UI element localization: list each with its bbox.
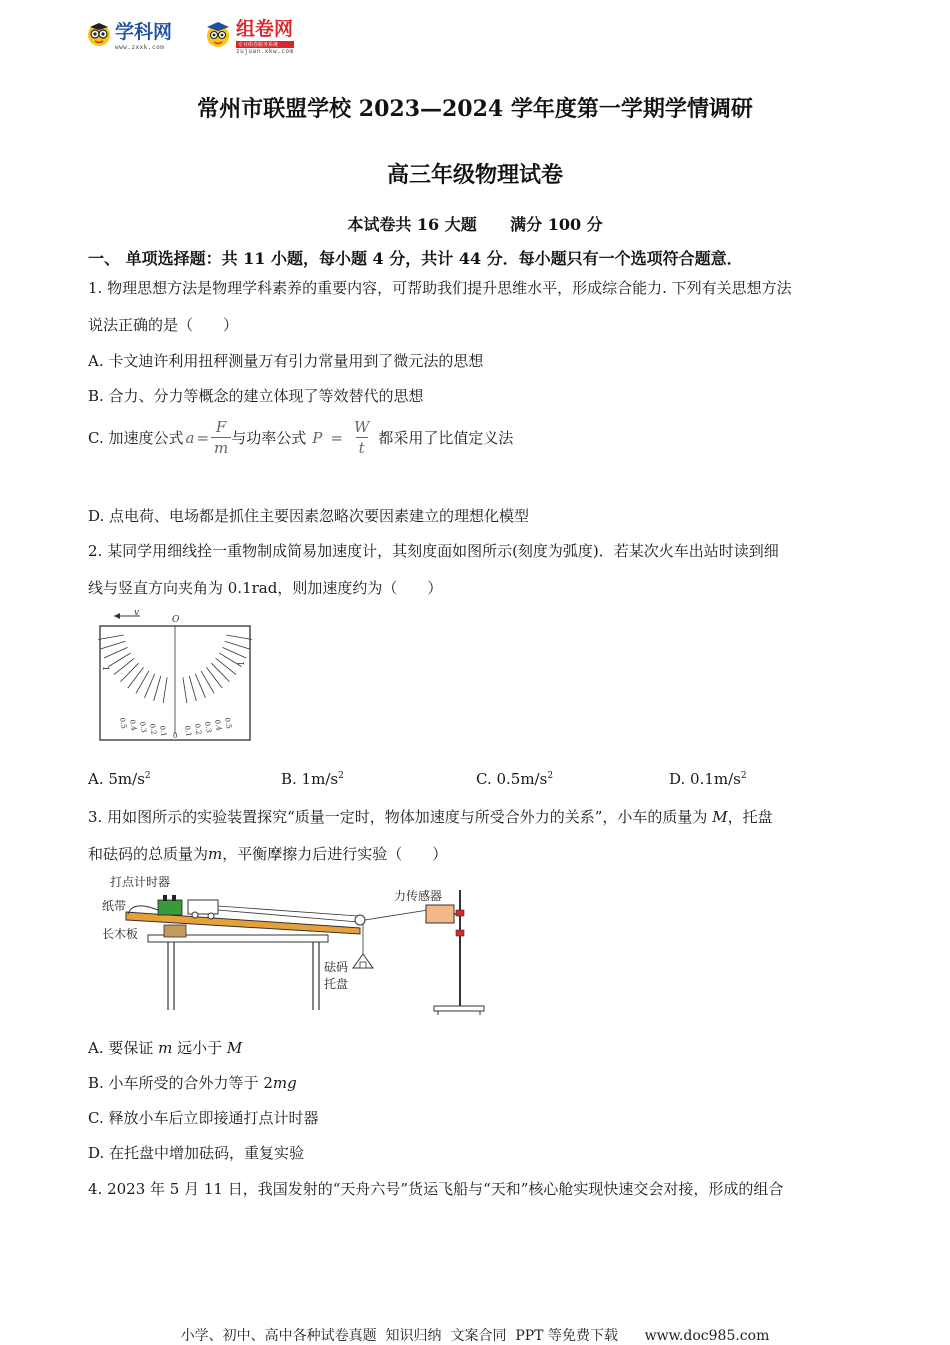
q1-stem-line2: 说法正确的是（ ） — [88, 316, 239, 334]
formula1-lhs: a — [185, 428, 195, 447]
tick-label-right: 0.3 — [203, 720, 213, 734]
tick-label-left: 0.4 — [128, 718, 138, 732]
pulley — [355, 915, 365, 925]
formula2-den: t — [356, 437, 368, 457]
timer-terminal-2 — [172, 895, 176, 901]
scale-tick — [211, 663, 229, 682]
scale-tick — [195, 674, 205, 698]
q1-option-c-suffix: 都采用了比值定义法 — [378, 429, 514, 447]
tick-label-left: 0.1 — [158, 724, 168, 738]
q3-option-d: D. 在托盘中增加砝码，重复实验 — [88, 1144, 305, 1162]
formula2-lhs: P — [312, 428, 323, 447]
formula1-fraction — [211, 418, 231, 457]
wedge-block — [164, 925, 186, 937]
velocity-arrowhead-icon — [114, 613, 120, 619]
q3-stem-line2: 和砝码的总质量为m，平衡摩擦力后进行实验（ ） — [88, 845, 448, 863]
q2-stem-line1: 2. 某同学用细线拴一重物制成简易加速度计，其刻度面如图所示(刻度为弧度)．若某次火车出站时读到细 — [88, 542, 779, 560]
label-board: 长木板 — [102, 927, 139, 941]
mascot-icon — [203, 19, 233, 49]
stand-clamp-lower — [456, 930, 464, 936]
scale-tick — [120, 663, 138, 682]
page-footer: 小学、初中、高中各种试卷真题 知识归纳 文案合同 PPT 等免费下载 www.doc985.com — [180, 1328, 770, 1344]
q1-option-d: D. 点电荷、电场都是抓住主要因素忽略次要因素建立的理想化模型 — [88, 507, 530, 525]
scale-tick — [189, 676, 196, 701]
exam-title: 常州市联盟学校 2023—2024 学年度第一学期学情调研 — [197, 96, 753, 122]
scale-tick — [108, 653, 130, 667]
origin-label: O — [172, 615, 180, 625]
stand-clamp-upper — [456, 910, 464, 916]
scale-tick — [183, 677, 187, 703]
scale-tick — [100, 641, 125, 649]
label-weights: 砝码 — [324, 960, 349, 974]
tick-label-right: 0.1 — [183, 724, 193, 738]
logo1-url: www.zxxk.com — [115, 44, 165, 51]
cart-wheel-1 — [192, 912, 198, 918]
logo2-text: 组卷网 — [236, 17, 294, 40]
logo-zujuanwang — [203, 14, 294, 54]
scale-tick — [154, 676, 161, 701]
velocity-label: v — [134, 608, 140, 618]
cart — [188, 900, 218, 914]
formula1-num: F — [215, 418, 227, 436]
tick-label-left: 0.3 — [138, 720, 148, 734]
q3-option-c: C. 释放小车后立即接通打点计时器 — [88, 1109, 319, 1127]
formula2-num: W — [353, 418, 370, 436]
q2-option-d: D. $0.1m/s^2$ — [669, 770, 747, 788]
right-end-label: 1 — [237, 660, 246, 666]
weight-block — [360, 962, 366, 968]
q1-option-c: C. 加速度公式 a = $\frac{F}{m}$ 与功率公式 P = $\frac{W}{t}$ 都采用了比值定义法 — [88, 418, 514, 457]
tick-labels — [118, 717, 233, 740]
q3-option-b: B. 小车所受的合外力等于 2mg — [88, 1074, 297, 1092]
q2-option-b: B. $1m/s^2$ — [281, 770, 344, 788]
string-upper — [218, 906, 358, 916]
logo-xuekewang — [86, 14, 172, 54]
q1-stem-line1: 1. 物理思想方法是物理学科素养的重要内容，可帮助我们提升思维水平，形成综合能力. 下列有关思想方法 — [88, 279, 792, 297]
scale-tick — [216, 658, 236, 674]
force-sensor — [426, 905, 454, 923]
scale-tick — [163, 677, 167, 703]
scale-tick — [104, 647, 128, 658]
q1-option-b: B. 合力、分力等概念的建立体现了等效替代的思想 — [88, 387, 424, 405]
label-sensor: 力传感器 — [394, 889, 443, 903]
tick-label-right: 0.2 — [193, 722, 203, 736]
q2-option-c: C. $0.5m/s^2$ — [476, 770, 554, 788]
timer-terminal-1 — [163, 895, 167, 901]
scale-tick — [98, 635, 124, 640]
stand-base — [434, 1006, 484, 1011]
q3-option-a: A. 要保证 m 远小于 M — [88, 1039, 243, 1057]
scale-tick — [225, 641, 250, 649]
accelerometer-figure — [92, 608, 262, 748]
tick-label-right: 0.5 — [223, 716, 233, 730]
logo2-tag: 专业组卷服务系统 — [236, 41, 294, 48]
label-tray: 托盘 — [324, 977, 349, 991]
tick-label-center: 0 — [173, 732, 178, 740]
label-tape: 纸带 — [102, 899, 127, 913]
exam-info: 本试卷共 16 大题 满分 100 分 — [347, 215, 603, 234]
q2-option-a: A. $5m/s^2$ — [88, 770, 151, 788]
owl-mascot-icon — [86, 21, 112, 47]
tick-label-left: 0.2 — [148, 722, 158, 736]
spark-timer — [158, 900, 182, 915]
q1-option-c-prefix: C. 加速度公式 — [88, 429, 184, 447]
formula2-fraction — [351, 418, 372, 457]
formula1-den: m — [211, 437, 231, 457]
q4-stem-line1: 4. 2023 年 5 月 11 日，我国发射的“天舟六号”货运飞船与“天和”核心舱实现快速交会对接，形成的组合 — [88, 1180, 784, 1198]
logo2-url: zujuan.xkw.com — [236, 47, 294, 55]
scale-tick — [226, 635, 252, 640]
logo1-text: 学科网 — [115, 21, 173, 43]
cart-wheel-2 — [208, 913, 214, 919]
q1-option-a: A. 卡文迪许利用扭秤测量万有引力常量用到了微元法的思想 — [88, 352, 484, 370]
tick-label-left: 0.5 — [118, 716, 128, 730]
apparatus-figure — [98, 870, 498, 1020]
exam-subtitle: 高三年级物理试卷 — [386, 162, 563, 188]
tick-label-right: 0.4 — [213, 718, 223, 732]
left-end-label: 1 — [101, 666, 110, 672]
q1-option-c-mid: 与功率公式 — [231, 429, 307, 447]
scale-tick — [114, 658, 134, 674]
scale-tick — [145, 674, 155, 698]
label-timer: 打点计时器 — [110, 875, 171, 889]
string-to-sensor — [365, 910, 428, 920]
q3-stem-line1: 3. 用如图所示的实验装置探究“质量一定时，物体加速度与所受合外力的关系”，小车的质量为 M，托盘 — [88, 808, 773, 826]
section-heading: 一、 单项选择题：共 11 小题，每小题 4 分，共计 44 分．每小题只有一个选项符合题意． — [88, 249, 743, 268]
scale-tick — [222, 647, 246, 658]
q2-stem-line2: 线与竖直方向夹角为 0.1rad，则加速度约为（ ） — [88, 579, 443, 597]
